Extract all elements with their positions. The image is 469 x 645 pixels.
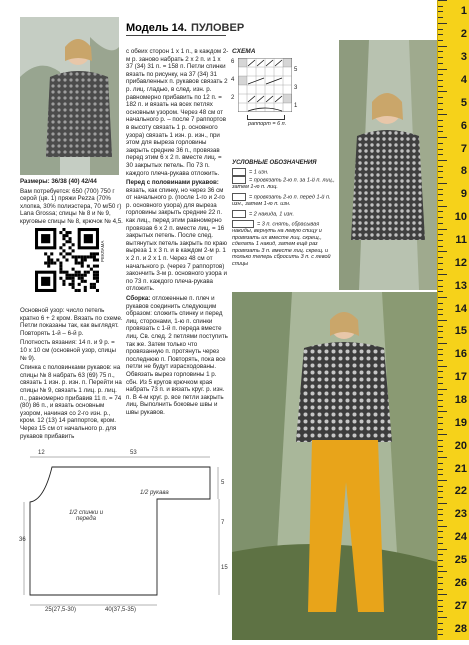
ruler-tick	[438, 474, 443, 475]
top-left-photo	[20, 17, 119, 175]
rapport-label: раппорт = 6 п.	[248, 121, 287, 127]
ruler-tick	[438, 423, 443, 424]
legend-item-5: = 3 п. снять, сбрасывая накиды, вернуть на левую спицу и провязать их вместе лиц. скрещ., сделать 1 накид, затем ещё раз провязать 3 п. вместе лиц. скрещ. и только теперь сбросить 3 п. с левой спицы	[232, 221, 331, 267]
ruler-tick	[438, 411, 447, 412]
ruler-tick	[438, 429, 443, 430]
yarnover-icon	[232, 210, 246, 218]
ruler-tick	[438, 526, 447, 527]
ruler-number: 24	[454, 531, 467, 544]
ruler-tick	[438, 326, 443, 327]
ruler-number: 23	[454, 508, 467, 521]
ruler-tick	[438, 229, 447, 230]
ruler-number: 22	[454, 485, 467, 498]
ruler-tick	[438, 571, 447, 572]
basic-pattern: Основной узор: число петель кратно 6 + 2 кром. Вязать по схеме. Петли показаны так, как выглядят. Повторять 1-й – 6-й р.	[20, 307, 123, 337]
dim-height-left: 36	[19, 537, 26, 543]
ruler-tick	[438, 537, 443, 538]
dim-bottom-left: 25(27,5-30)	[45, 607, 77, 613]
ruler-tick	[438, 234, 443, 235]
ruler-tick	[438, 440, 443, 441]
ruler-tick	[438, 120, 443, 121]
ruler-tick	[438, 189, 443, 190]
ruler-tick	[438, 314, 443, 315]
ruler-tick	[438, 634, 443, 635]
body-label: 1/2 спинки и переда	[68, 510, 104, 522]
dim-height-right-mid: 7	[221, 520, 225, 526]
ruler-number: 11	[455, 234, 467, 246]
ruler-tick	[438, 400, 443, 401]
ruler-tick	[438, 166, 443, 167]
ruler-tick	[438, 103, 443, 104]
ruler-tick	[438, 74, 443, 75]
ruler-tick	[438, 503, 447, 504]
ruler-tick	[438, 29, 443, 30]
ruler-tick	[438, 149, 443, 150]
ruler-tick	[438, 63, 443, 64]
ruler-tick	[438, 86, 443, 87]
ruler-tick	[438, 366, 447, 367]
ruler-tick	[438, 40, 443, 41]
scheme-chart	[238, 58, 292, 112]
dim-height-right-top: 5	[221, 480, 225, 486]
ruler-tick	[438, 154, 443, 155]
qr-code[interactable]	[35, 228, 99, 292]
ruler-number: 19	[454, 416, 467, 429]
ruler-number: 16	[454, 348, 467, 361]
ruler-tick	[438, 34, 443, 35]
right-top-photo	[339, 40, 437, 290]
ruler-tick	[438, 566, 443, 567]
ruler-tick	[438, 114, 447, 115]
legend-item-3: = провязать 2-ю п. перед 1-й п. изн., затем 1-ю п. изн.	[232, 194, 331, 207]
scheme-rows-right	[294, 62, 300, 116]
ruler-number: 25	[454, 554, 467, 566]
purl-icon	[232, 168, 246, 176]
assembly-heading: Сборка:	[126, 295, 151, 302]
ruler-tick	[438, 263, 443, 264]
ruler-tick	[438, 463, 443, 464]
ruler-number: 26	[454, 576, 467, 589]
ruler-tick	[438, 17, 443, 18]
scheme-rows-left	[231, 58, 237, 112]
ruler-tick	[438, 211, 443, 212]
ruler-tick	[438, 349, 443, 350]
scheme-row-number: 4	[231, 77, 235, 83]
ruler-tick	[438, 97, 443, 98]
ruler-tick	[438, 457, 447, 458]
cable-icon	[232, 220, 254, 228]
ruler-tick	[438, 480, 447, 481]
ruler-number: 4	[460, 74, 467, 86]
ruler-tick	[438, 0, 447, 1]
front-heading: Перед с половинами рукавов:	[126, 179, 219, 187]
ruler-tick	[438, 629, 443, 630]
ruler-number: 15	[454, 325, 467, 338]
sizes-line: Размеры: 36/38 (40) 42/44	[20, 178, 97, 185]
ruler-number: 21	[454, 462, 467, 475]
ruler-number: 14	[454, 302, 467, 315]
ruler-number: 18	[454, 394, 467, 406]
ruler-tick	[438, 497, 443, 498]
cross-left-icon	[232, 176, 246, 184]
ruler-tick	[438, 291, 443, 292]
ruler-number: 20	[454, 439, 467, 452]
ruler-tick	[438, 434, 447, 435]
ruler-tick	[438, 303, 443, 304]
ruler-tick	[438, 486, 443, 487]
ruler-tick	[438, 589, 443, 590]
ruler-tick	[438, 600, 443, 601]
ruler-tick	[438, 269, 443, 270]
ruler-tick	[438, 389, 447, 390]
page-ruler	[437, 0, 469, 640]
ruler-tick	[438, 6, 443, 7]
ruler-tick	[438, 46, 447, 47]
ruler-tick	[438, 69, 447, 70]
ruler-tick	[438, 126, 443, 127]
ruler-tick	[438, 240, 443, 241]
ruler-number: 28	[454, 622, 467, 635]
model-name: ПУЛОВЕР	[190, 22, 245, 34]
scheme-row-number: 5	[294, 67, 298, 73]
dim-bottom-right: 40(37,5-35)	[105, 607, 137, 613]
scheme-row-number: 2	[231, 95, 235, 101]
ruler-tick	[438, 554, 443, 555]
ruler-tick	[438, 23, 447, 24]
ruler-tick	[438, 246, 443, 247]
ruler-tick	[438, 617, 447, 618]
ruler-tick	[438, 337, 443, 338]
model-number: Модель 14.	[126, 22, 187, 34]
ruler-tick	[438, 331, 443, 332]
ruler-tick	[438, 251, 447, 252]
ruler-number: 5	[460, 96, 467, 109]
ruler-tick	[438, 491, 443, 492]
legend-item-4: = 2 накида, 1 изн.	[232, 210, 337, 218]
ruler-number: 27	[454, 599, 467, 612]
ruler-tick	[438, 217, 443, 218]
ruler-tick	[438, 80, 443, 81]
sleeve-label: 1/2 рукава	[140, 490, 169, 496]
ruler-tick	[438, 320, 447, 321]
ruler-number: 6	[460, 119, 467, 132]
ruler-tick	[438, 274, 447, 275]
legend-title: УСЛОВНЫЕ ОБОЗНАЧЕНИЯ	[232, 160, 317, 166]
legend-item-1: = 1 изн.	[232, 168, 337, 176]
ruler-tick	[438, 560, 443, 561]
ruler-tick	[438, 577, 443, 578]
ruler-tick	[438, 137, 447, 138]
ruler-number: 2	[460, 28, 467, 41]
cross-right-icon	[232, 193, 246, 201]
legend-item-2: = провязать 2-ю п. за 1-й п. лиц., затем 1-ю п. лиц.	[232, 177, 335, 190]
back-instructions: Спинка с половинками рукавов: на спицы № 8 набрать 63 (69) 75 п., связать 1 изн. р. изн. п. Перейти на спицы № 9, связать 1 лиц. р. лиц. п., равномерно прибавив 11 п. = 74 (80) 86 п., и вязать основным узором, начиная со 2-го изн. р., кром. 12 (13) 14 раппортов, кром. Через 15 см от начального р. для рукавов прибавить	[20, 364, 122, 440]
ruler-tick	[438, 309, 443, 310]
ruler-tick	[438, 451, 443, 452]
qr-code-icon	[35, 228, 99, 292]
dim-width-left: 12	[38, 450, 45, 456]
qr-ad-label: РЕКЛАМА	[100, 240, 105, 262]
ruler-number: 12	[454, 256, 467, 269]
ruler-tick	[438, 51, 443, 52]
ruler-number: 8	[460, 165, 467, 178]
ruler-tick	[438, 623, 443, 624]
front-text: вязать, как спинку, но через 36 см от начального р. (после 1-го и 2-го р. основного узора) для выреза горловины закрыть средние 22 п. как лиц., перед этим равномерно провязав 6 х 2 п. вместе лиц. = 16 закрытых петель. После след. вытянутых петель закрыть по краю выреза 1 х 3 п. и в каждом 2-м р. 1 х 2 п. и 2 х 1 п. Через 48 см от начального р. (через 7 раппортов) закончить 3-м р. основного узора и по 73 п. каждого плеча-рукава отложить.	[126, 186, 228, 293]
ruler-tick	[438, 257, 443, 258]
scheme-row-number: 1	[294, 103, 298, 109]
ruler-tick	[438, 91, 447, 92]
middle-column	[126, 48, 229, 419]
ruler-tick	[438, 606, 443, 607]
ruler-tick	[438, 549, 447, 550]
ruler-number: 1	[460, 5, 467, 18]
materials-line: Вам потребуется: 650 (700) 750 г серой (цв. 1) пряжи Pezza (70% хлопка, 30% полиэстера, 70 м/50 г) Lana Grossa; спицы № 8 и № 9, круговые спицы № 8, крючок № 4,5.	[20, 187, 123, 225]
ruler-tick	[438, 417, 443, 418]
ruler-tick	[438, 469, 443, 470]
ruler-tick	[438, 354, 443, 355]
ruler-tick	[438, 11, 443, 12]
ruler-tick	[438, 377, 443, 378]
dim-width-top: 53	[130, 450, 137, 456]
ruler-tick	[438, 160, 447, 161]
model-title	[126, 22, 244, 34]
ruler-tick	[438, 583, 443, 584]
ruler-tick	[438, 131, 443, 132]
ruler-tick	[438, 280, 443, 281]
scheme-row-number: 6	[231, 59, 235, 65]
density: Плотность вязания: 14 п. и 9 р. = 10 х 10 см (основной узор, спицы № 9).	[20, 339, 116, 362]
ruler-tick	[438, 297, 447, 298]
rapport-bracket	[247, 115, 285, 120]
ruler-tick	[438, 343, 447, 344]
ruler-number: 9	[460, 188, 467, 201]
ruler-tick	[438, 57, 443, 58]
ruler-tick	[438, 200, 443, 201]
ruler-tick	[438, 514, 443, 515]
ruler-tick	[438, 509, 443, 510]
ruler-tick	[438, 143, 443, 144]
ruler-tick	[438, 383, 443, 384]
ruler-tick	[438, 360, 443, 361]
ruler-tick	[438, 194, 443, 195]
ruler-tick	[438, 406, 443, 407]
right-bottom-photo	[232, 292, 437, 640]
ruler-tick	[438, 520, 443, 521]
ruler-tick	[438, 171, 443, 172]
pattern-schematic	[20, 445, 232, 640]
model-figure-icon	[20, 17, 119, 175]
scheme-row-number: 3	[294, 85, 298, 91]
ruler-tick	[438, 371, 443, 372]
ruler-tick	[438, 177, 443, 178]
ruler-number: 3	[460, 51, 467, 64]
ruler-tick	[438, 531, 443, 532]
ruler-number: 17	[454, 371, 467, 384]
ruler-number: 13	[454, 279, 467, 292]
scheme-grid-icon	[238, 58, 292, 112]
ruler-tick	[438, 183, 447, 184]
sizes-block	[20, 178, 123, 228]
back-continued: с обеих сторон 1 х 1 п., в каждом 2-м р. заново набрать 2 х 2 п. и 1 х 37 (34) 31 п. = 158 п. Петли спинки вязать по рисунку, на 37 (34) 31 прибавленных п. рукавов связать 2 р. лиц. гладью, в след. изн. р. равномерно прибавить по 12 п. = 182 п. и вязать на всех петлях основным узором. Через 48 см от начального р. – после 7 раппортов в высоту связать 1 р. основного узора) связать 1 изн. р. изн., при этом для выреза горловины закрыть средние 36 п., провязав перед этим 6 х 2 п. вместе лиц. = 30 закрытых петель. По 73 п. каждого плеча-рукава отложить.	[126, 48, 229, 177]
assembly-text: отложенные п. плеч и рукавов соединить следующим образом: сложить спинку и перед лиц. сторонами, 1-ю п. спинки провязать с 1-й п. переда вместе лиц. Св. след. 2 петлями поступить так же. Затем только что провязанную п. протянуть через последнюю п. Повторять, пока все петли не будут израсходованы. Обвязать вырез горловины 1 р. сбн. Из 5 кругов крючком края набрать 73 п. и вязать круг. р. изн. п. В 4-м круг. р. все петли закрыть лиц. Выполнить боковые швы и швы рукавов.	[126, 295, 228, 416]
title-rule	[126, 35, 226, 36]
ruler-tick	[438, 109, 443, 110]
basic-column	[20, 307, 123, 442]
ruler-number: 10	[454, 211, 467, 224]
scheme-title: СХЕМА	[232, 48, 256, 55]
ruler-tick	[438, 394, 443, 395]
ruler-number: 7	[460, 142, 467, 155]
dim-height-right-bot: 15	[221, 565, 228, 571]
ruler-tick	[438, 286, 443, 287]
ruler-tick	[438, 446, 443, 447]
ruler-tick	[438, 206, 447, 207]
ruler-tick	[438, 594, 447, 595]
ruler-tick	[438, 223, 443, 224]
ruler-tick	[438, 611, 443, 612]
ruler-tick	[438, 543, 443, 544]
